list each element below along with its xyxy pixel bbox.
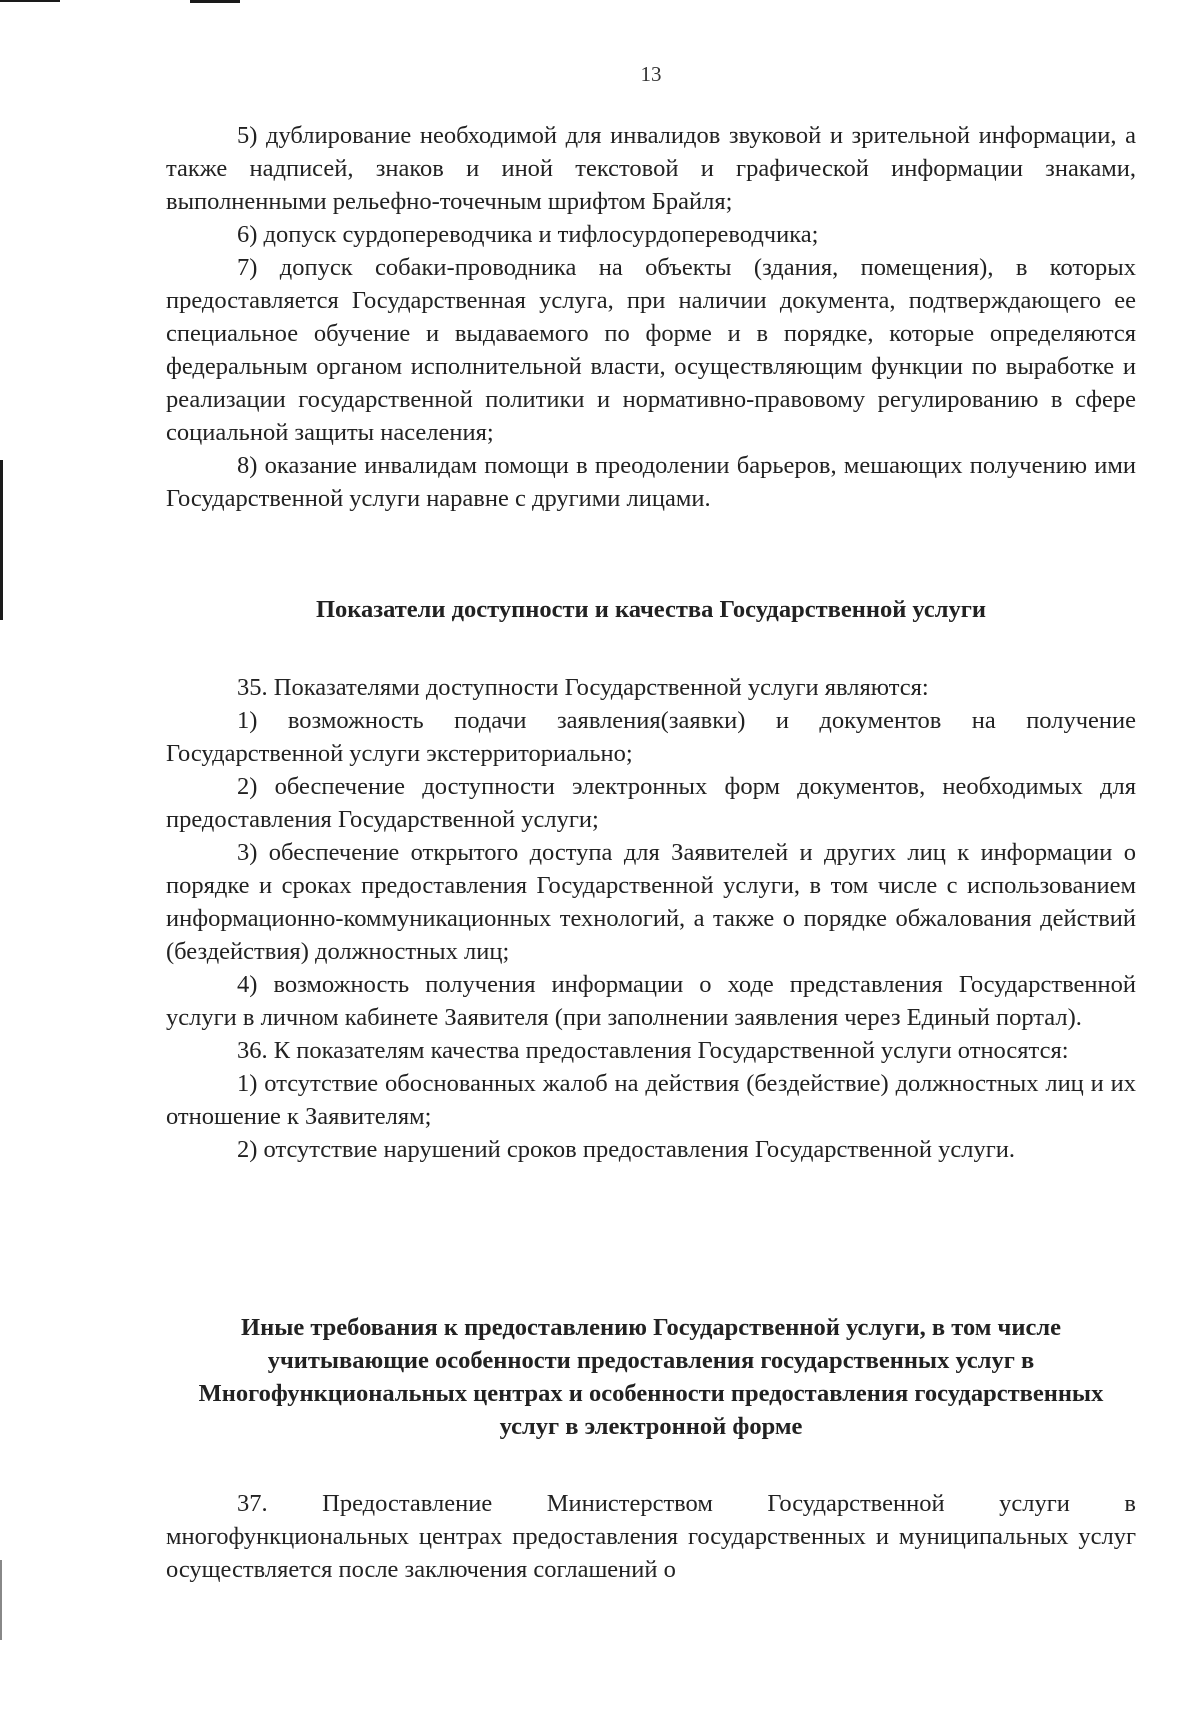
- paragraph: 6) допуск сурдопереводчика и тифлосурдопереводчика;: [237, 221, 819, 248]
- other-requirements-section: [166, 1487, 1136, 1586]
- paragraph: 37. Предоставление Министерством Государственной услуги в многофункциональных центрах предоставления государственных и муниципальных услуг осуществляется после заключения соглашений о: [166, 1490, 1136, 1583]
- paragraph: 36. К показателям качества предоставления Государственной услуги относятся:: [237, 1037, 1069, 1064]
- scan-edge-mark: [0, 0, 60, 2]
- paragraph: 8) оказание инвалидам помощи в преодолении барьеров, мешающих получению ими Государственной услуги наравне с другими лицами.: [166, 452, 1136, 512]
- page-number: 13: [640, 62, 662, 86]
- paragraph: 35. Показателями доступности Государственной услуги являются:: [237, 674, 929, 701]
- paragraph: 1) отсутствие обоснованных жалоб на действия (бездействие) должностных лиц и их отношение к Заявителям;: [166, 1070, 1136, 1130]
- paragraph: 5) дублирование необходимой для инвалидов звуковой и зрительной информации, а также надписей, знаков и иной текстовой и графической информации знаками, выполненными рельефно-точечным шрифтом Брайля;: [166, 122, 1136, 215]
- paragraph: 1) возможность подачи заявления(заявки) и документов на получение Государственной услуги экстерриториально;: [166, 707, 1136, 767]
- paragraph: 2) обеспечение доступности электронных форм документов, необходимых для предоставления Государственной услуги;: [166, 773, 1136, 833]
- quality-indicators-section: [166, 671, 1136, 1166]
- section-heading: Иные требования к предоставлению Государственной услуги, в том числе учитывающие особенности предоставления государственных услуг в Многофункциональных центрах и особенности предоставления государственных услуг в электронной форме: [198, 1314, 1104, 1440]
- scan-edge-mark: [190, 0, 240, 3]
- accessibility-measures-list: [166, 119, 1136, 515]
- paragraph: 2) отсутствие нарушений сроков предоставления Государственной услуги.: [237, 1136, 1016, 1163]
- scan-edge-mark: [0, 460, 3, 620]
- scan-edge-mark: [0, 1560, 2, 1640]
- paragraph: 7) допуск собаки-проводника на объекты (здания, помещения), в которых предоставляется Государственная услуга, при наличии документа, подтверждающего ее специальное обучение и выдаваемого по форме и в порядке, которые определяются федеральным органом исполнительной власти, осуществляющим функции по выработке и реализации государственной политики и нормативно-правовому регулированию в сфере социальной защиты населения;: [166, 254, 1136, 446]
- paragraph: 4) возможность получения информации о ходе представления Государственной услуги в личном кабинете Заявителя (при заполнении заявления через Единый портал).: [166, 971, 1136, 1031]
- section-heading: Показатели доступности и качества Государственной услуги: [315, 596, 987, 623]
- paragraph: 3) обеспечение открытого доступа для Заявителей и других лиц к информации о порядке и сроках предоставления Государственной услуги, в том числе с использованием информационно-коммуникационных технологий, а также о порядке обжалования действий (бездействия) должностных лиц;: [166, 839, 1136, 965]
